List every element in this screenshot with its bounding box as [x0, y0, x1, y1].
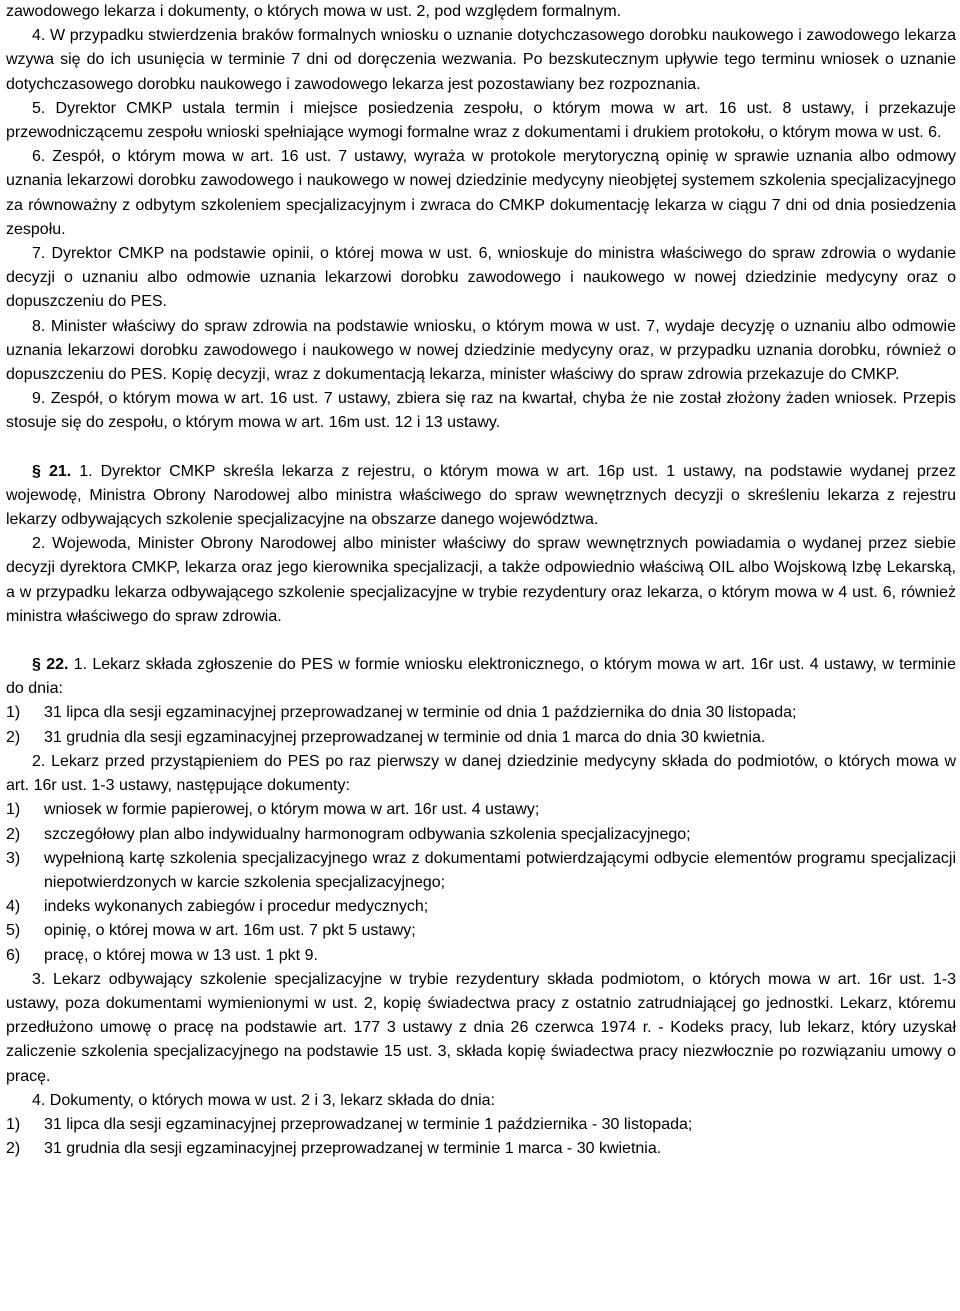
list-item-text: 31 lipca dla sesji egzaminacyjnej przeprowadzanej w terminie od dnia 1 października do dnia 30 listopada; [44, 704, 797, 722]
list-item-text: opinię, o której mowa w art. 16m ust. 7 pkt 5 ustawy; [44, 922, 416, 940]
paragraph-22-ust-3: 3. Lekarz odbywający szkolenie specjalizacyjne w trybie rezydentury składa podmiotom, o których mowa w art. 16r ust. 1-3 ustawy, poza dokumentami wymienionymi w ust. 2, kopię świadectwa pracy z ostatnio zatrudniającej go jednostki. Lekarz, któremu przedłużono umowę o pracę na podstawie art. 177 3 ustawy z dnia 26 czerwca 1974 r. - Kodeks pracy, lub lekarz, który uzyskał zaliczenie szkolenia specjalizacyjnego na podstawie 15 ust. 3, składa kopię świadectwa pracy niezwłocznie po rozwiązaniu umowy o pracę. [6, 970, 956, 1085]
list-item-number: 4) [6, 898, 21, 916]
list-item-text: 31 grudnia dla sesji egzaminacyjnej przeprowadzanej w terminie 1 marca - 30 kwietnia. [44, 1140, 662, 1158]
list-item [6, 895, 956, 919]
list-item-text: 31 grudnia dla sesji egzaminacyjnej przeprowadzanej w terminie od dnia 1 marca do dnia 30 kwietnia. [44, 728, 766, 746]
list-item-text: indeks wykonanych zabiegów i procedur medycznych; [44, 898, 429, 916]
list-item-number: 1) [6, 1115, 21, 1133]
list-item-number: 2) [6, 728, 21, 746]
list-item-number: 1) [6, 704, 21, 722]
list-item-text: wniosek w formie papierowej, o którym mowa w art. 16r ust. 4 ustawy; [44, 801, 540, 819]
paragraph-ust-5: 5. Dyrektor CMKP ustala termin i miejsce posiedzenia zespołu, o którym mowa w art. 16 ust. 8 ustawy, i przekazuje przewodniczącemu zespołu wnioski spełniające wymogi formalne wraz z dokumentami i drukiem protokołu, o którym mowa w ust. 6. [6, 99, 956, 142]
list-item-text: szczegółowy plan albo indywidualny harmonogram odbywania szkolenia specjalizacyjnego; [44, 825, 691, 843]
section-number: 21. [48, 462, 72, 480]
section-21-text: 1. Dyrektor CMKP skreśla lekarza z rejestru, o którym mowa w art. 16p ust. 1 ustawy, na podstawie wydanej przez wojewodę, Ministra Obrony Narodowej albo ministra właściwego do spraw wewnętrznych decyzji o skreśleniu lekarza z rejestru lekarzy odbywających szkolenie specjalizacyjne na obszarze danego województwa. [6, 462, 956, 529]
list-item-number: 6) [6, 946, 21, 964]
paragraph-ust-6: 6. Zespół, o którym mowa w art. 16 ust. 7 ustawy, wyraża w protokole merytoryczną opinię w sprawie uznania albo odmowy uznania lekarzowi dorobku zawodowego i naukowego w nowej dziedzinie medycyny nieobjętej systemem szkolenia specjalizacyjnego za równoważny z odbytym szkoleniem specjalizacyjnym i zwraca do CMKP dokumentację lekarza w ciągu 7 dni od dnia posiedzenia zespołu. [6, 148, 956, 238]
list-item [6, 798, 956, 822]
list-item-number: 5) [6, 922, 21, 940]
list-item-text: pracę, o której mowa w 13 ust. 1 pkt 9. [44, 946, 318, 964]
list-item-number: 2) [6, 1140, 21, 1158]
list-item-number: 3) [6, 849, 21, 867]
paragraph-ust-8: 8. Minister właściwy do spraw zdrowia na podstawie wniosku, o którym mowa w ust. 7, wydaje decyzję o uznaniu albo odmowie uznania lekarzowi dorobku zawodowego i naukowego w nowej dziedzinie medycyny oraz, w przypadku uznania dorobku, również o dopuszczeniu do PES. Kopię decyzji, wraz z dokumentacją lekarza, minister właściwy do spraw zdrowia przekazuje do CMKP. [6, 317, 956, 384]
list-item [6, 944, 956, 968]
paragraph-22-ust-4: 4. Dokumenty, o których mowa w ust. 2 i 3, lekarz składa do dnia: [32, 1091, 496, 1109]
section-number: 22. [46, 656, 69, 674]
section-sign: § [32, 462, 41, 480]
paragraph-ust-4: 4. W przypadku stwierdzenia braków formalnych wniosku o uznanie dotychczasowego dorobku naukowego i zawodowego lekarza wzywa się do ich usunięcia w terminie 7 dni od doręczenia wezwania. Po bezskutecznym upływie tego terminu wniosek o uznanie dotychczasowego dorobku naukowego i zawodowego lekarza jest pozostawiany bez rozpoznania. [6, 27, 956, 93]
list-item [6, 701, 956, 725]
paragraph-ust-7: 7. Dyrektor CMKP na podstawie opinii, o której mowa w ust. 6, wnioskuje do ministra właściwego do spraw zdrowia o wydanie decyzji o uznaniu albo odmowie uznania lekarzowi dorobku zawodowego i naukowego w nowej dziedzinie medycyny oraz o dopuszczeniu do PES. [6, 245, 956, 311]
list-item [6, 1137, 956, 1161]
list-item-text: 31 lipca dla sesji egzaminacyjnej przeprowadzanej w terminie 1 października - 30 listopada; [44, 1115, 693, 1133]
paragraph-22-ust-2: 2. Lekarz przed przystąpieniem do PES po raz pierwszy w danej dziedzinie medycyny składa do podmiotów, o których mowa w art. 16r ust. 1-3 ustawy, następujące dokumenty: [6, 752, 956, 795]
list-item-number: 2) [6, 825, 21, 843]
list-item [6, 726, 956, 750]
list-item [6, 847, 956, 895]
section-22 [6, 653, 956, 701]
list-item [6, 919, 956, 943]
list-item [6, 1113, 956, 1137]
list-item-text: wypełnioną kartę szkolenia specjalizacyjnego wraz z dokumentami potwierdzającymi odbycie elementów programu specjalizacji niepotwierdzonych w karcie szkolenia specjalizacyjnego; [44, 849, 956, 891]
paragraph: zawodowego lekarza i dokumenty, o których mowa w ust. 2, pod względem formalnym. [6, 3, 622, 20]
section-sign: § [32, 656, 41, 674]
list-item [6, 823, 956, 847]
section-21 [6, 460, 956, 533]
section-22-text: 1. Lekarz składa zgłoszenie do PES w formie wniosku elektronicznego, o którym mowa w art. 16r ust. 4 ustawy, w terminie do dnia: [6, 656, 956, 698]
paragraph-ust-9: 9. Zespół, o którym mowa w art. 16 ust. 7 ustawy, zbiera się raz na kwartał, chyba że nie został złożony żaden wniosek. Przepis stosuje się do zespołu, o którym mowa w art. 16m ust. 12 i 13 ustawy. [6, 390, 956, 432]
paragraph-21-ust-2: 2. Wojewoda, Minister Obrony Narodowej albo minister właściwy do spraw wewnętrznych powiadamia o wydanej przez siebie decyzji dyrektora CMKP, lekarza oraz jego kierownika specjalizacji, a także odpowiednio właściwą OIL albo Wojskową Izbę Lekarską, a w przypadku lekarza odbywającego szkolenie specjalizacyjne w trybie rezydentury oraz lekarza, o którym mowa w 4 ust. 6, również ministra właściwego do spraw zdrowia. [6, 535, 956, 625]
list-item-number: 1) [6, 801, 21, 819]
